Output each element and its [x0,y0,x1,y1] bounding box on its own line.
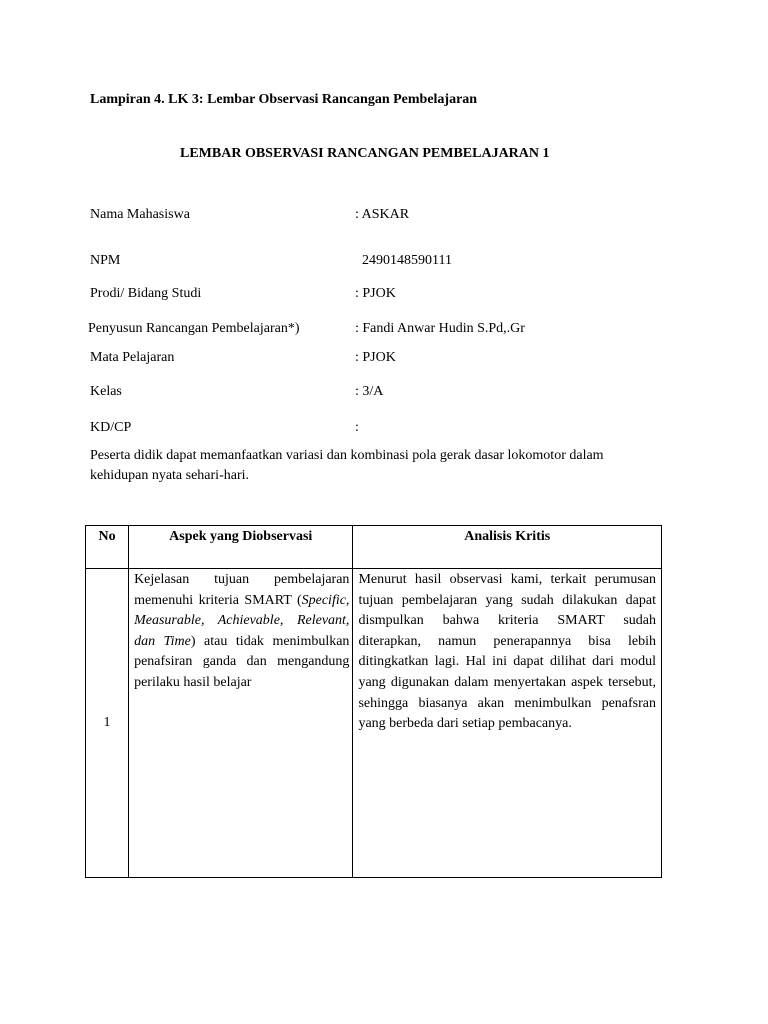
header-analisis: Analisis Kritis [353,526,662,569]
header-aspek: Aspek yang Diobservasi [129,526,353,569]
aspek-text [129,569,352,694]
field-label-npm: NPM [90,253,121,268]
field-label-nama: Nama Mahasiswa [90,207,190,222]
field-label-penyusun: Penyusun Rancangan Pembelajaran*) [88,321,300,336]
header-no: No [86,526,129,569]
field-value-penyusun: : Fandi Anwar Hudin S.Pd,.Gr [355,321,525,336]
table-row [86,569,662,878]
field-value-prodi: : PJOK [355,286,396,301]
analisis-text: Menurut hasil observasi kami, terkait perumusan tujuan pembelajaran yang sudah dilakukan dapat dismpulkan bahwa kriteria SMART sudah diterapkan, namun penerapannya bisa lebih ditingkatkan lagi. Hal ini dapat dilihat dari modul yang digunakan dalam menyertakan aspek tersebut, sehingga biasanya akan menimbulkan penafsran yang berbeda dari setiap pembacanya. [358,572,656,732]
field-label-mapel: Mata Pelajaran [90,350,175,365]
analisis-cell [353,569,662,878]
field-label-prodi: Prodi/ Bidang Studi [90,286,202,301]
aspek-cell [129,569,353,878]
field-label-kelas: Kelas [90,384,122,399]
field-label-kdcp: KD/CP [90,420,132,435]
field-value-kelas: : 3/A [355,384,384,399]
kdcp-description: Peserta didik dapat memanfaatkan variasi dan kombinasi pola gerak dasar lokomotor dalam kehidupan nyata sehari-hari. [90,448,604,483]
field-value-npm: 2490148590111 [362,253,452,268]
aspek-text-part1: Kejelasan tujuan pembelajaran memenuhi kriteria SMART ( [134,572,350,608]
field-value-mapel: : PJOK [355,350,396,365]
form-title: LEMBAR OBSERVASI RANCANGAN PEMBELAJARAN 1 [180,146,550,161]
table-header-row [86,526,662,569]
row-number: 1 [86,569,129,878]
field-value-nama: : ASKAR [355,207,410,222]
observation-table [85,525,662,878]
aspek-text-smart-italic: Specific, Measurable, Achievable, Relevant, dan Time [134,592,350,649]
field-value-kdcp: : [355,420,359,435]
aspek-text-part2: ) atau tidak menimbulkan penafsiran ganda dan mengandung perilaku hasil belajar [134,633,350,690]
appendix-title: Lampiran 4. LK 3: Lembar Observasi Rancangan Pembelajaran [90,92,478,107]
